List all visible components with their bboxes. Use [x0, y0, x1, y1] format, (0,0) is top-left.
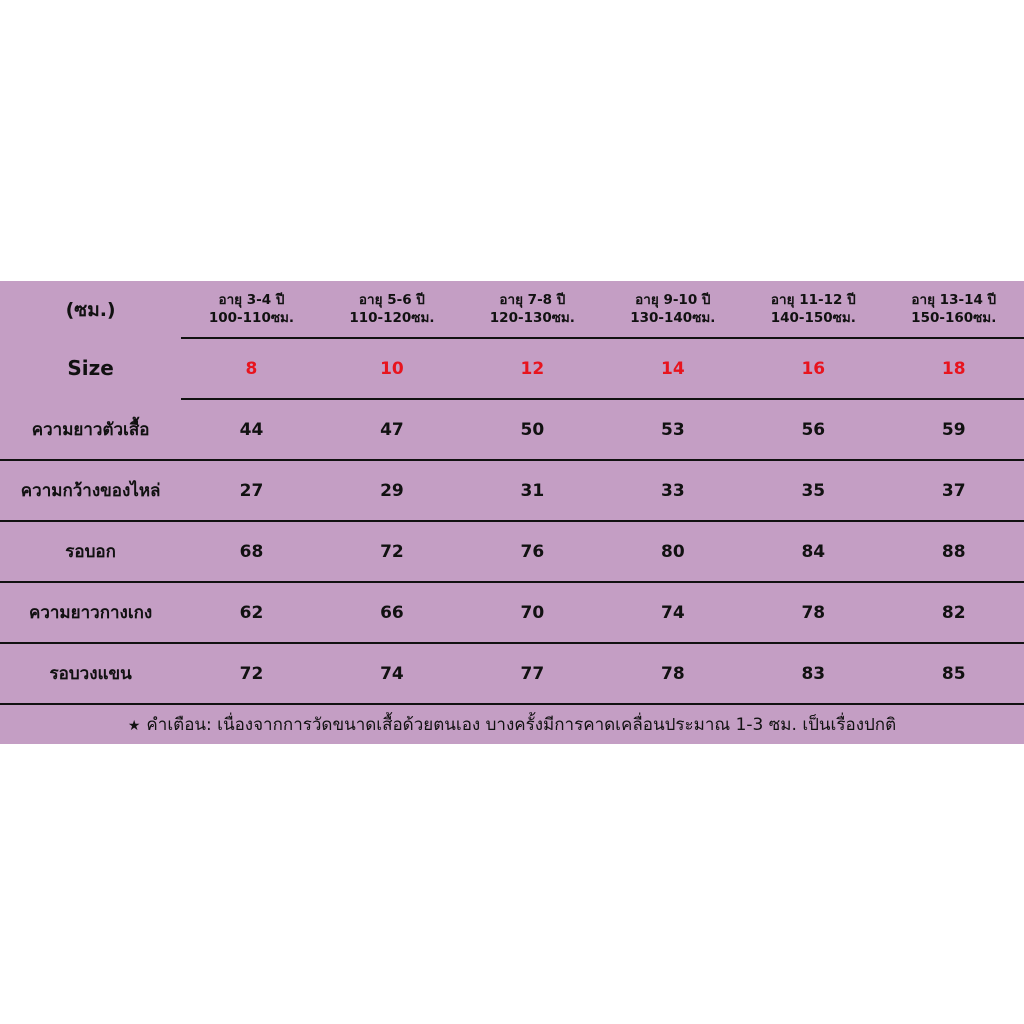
- size-cell: [462, 338, 602, 399]
- measurement-value: 70: [520, 602, 545, 623]
- measurement-value: 59: [941, 419, 966, 440]
- value-cell: [603, 643, 743, 704]
- row-label: รอบวงแขน: [49, 664, 132, 684]
- value-cell: [322, 399, 462, 460]
- size-cell: [322, 338, 462, 399]
- measurement-value: 80: [660, 541, 685, 562]
- measurement-value: 33: [660, 480, 685, 501]
- measurement-value: 31: [520, 480, 545, 501]
- row-label: ความยาวกางเกง: [28, 603, 153, 623]
- size-value: 18: [941, 358, 966, 379]
- value-cell: [743, 399, 883, 460]
- measurement-value: 44: [239, 419, 264, 440]
- measurement-row-armhole: [0, 643, 1024, 704]
- value-cell: [181, 643, 321, 704]
- measurement-value: 78: [660, 663, 685, 684]
- row-label-cell: [0, 521, 181, 582]
- age-range: อายุ 11-12 ปี: [770, 292, 856, 308]
- measurement-value: 83: [801, 663, 826, 684]
- height-range: 120-130ซม.: [489, 310, 575, 326]
- value-cell: [743, 521, 883, 582]
- size-chart-table: [0, 281, 1024, 705]
- value-cell: [322, 582, 462, 643]
- measurement-value: 37: [941, 480, 966, 501]
- size-cell: [603, 338, 743, 399]
- warning-note: [0, 711, 1024, 738]
- value-cell: [884, 582, 1024, 643]
- measurement-value: 85: [941, 663, 966, 684]
- value-cell: [743, 460, 883, 521]
- height-range: 110-120ซม.: [349, 310, 435, 326]
- value-cell: [181, 521, 321, 582]
- size-label-cell: [0, 338, 181, 399]
- unit-label-cell: [0, 281, 181, 338]
- age-header-cell: [603, 281, 743, 338]
- value-cell: [743, 582, 883, 643]
- measurement-value: 77: [520, 663, 545, 684]
- age-header-cell: [322, 281, 462, 338]
- height-range: 130-140ซม.: [630, 310, 716, 326]
- age-header-cell: [884, 281, 1024, 338]
- size-cell: [181, 338, 321, 399]
- measurement-value: 88: [941, 541, 966, 562]
- value-cell: [181, 399, 321, 460]
- measurement-row-body-length: [0, 399, 1024, 460]
- age-header-cell: [181, 281, 321, 338]
- value-cell: [181, 460, 321, 521]
- size-value: 10: [380, 358, 404, 379]
- value-cell: [603, 582, 743, 643]
- measurement-value: 74: [380, 663, 404, 684]
- unit-label: (ซม.): [65, 298, 116, 321]
- measurement-value: 72: [380, 541, 404, 562]
- measurement-value: 47: [380, 419, 404, 440]
- row-label-cell: [0, 582, 181, 643]
- measurement-value: 29: [380, 480, 404, 501]
- measurement-value: 72: [239, 663, 264, 684]
- header-row: [0, 281, 1024, 338]
- value-cell: [462, 643, 602, 704]
- height-range: 140-150ซม.: [770, 310, 856, 326]
- size-cell: [743, 338, 883, 399]
- age-range: อายุ 9-10 ปี: [635, 292, 711, 308]
- value-cell: [884, 399, 1024, 460]
- measurement-value: 62: [239, 602, 264, 623]
- height-range: 100-110ซม.: [208, 310, 295, 326]
- value-cell: [603, 399, 743, 460]
- row-label: ความยาวตัวเสื้อ: [31, 420, 150, 440]
- measurement-value: 27: [239, 480, 264, 501]
- value-cell: [743, 643, 883, 704]
- value-cell: [462, 399, 602, 460]
- measurement-value: 56: [801, 419, 826, 440]
- value-cell: [603, 460, 743, 521]
- size-chart-panel: [0, 281, 1024, 744]
- row-label-cell: [0, 399, 181, 460]
- age-range: อายุ 7-8 ปี: [499, 292, 566, 308]
- warning-text: คำเตือน: เนื่องจากการวัดขนาดเสื้อด้วยตนเอง บางครั้งมีการคาดเคลื่อนประมาณ 1-3 ซม. เป็นเรื่องปกติ: [146, 715, 897, 735]
- measurement-value: 82: [941, 602, 966, 623]
- measurement-value: 84: [801, 541, 826, 562]
- measurement-value: 53: [660, 419, 685, 440]
- value-cell: [322, 521, 462, 582]
- size-value: 14: [660, 358, 685, 379]
- value-cell: [884, 643, 1024, 704]
- value-cell: [181, 582, 321, 643]
- star-icon: ★: [127, 718, 141, 734]
- row-label-cell: [0, 643, 181, 704]
- age-header-cell: [743, 281, 883, 338]
- value-cell: [884, 521, 1024, 582]
- measurement-value: 78: [801, 602, 826, 623]
- measurement-value: 68: [239, 541, 264, 562]
- value-cell: [462, 521, 602, 582]
- measurement-value: 50: [520, 419, 545, 440]
- measurement-value: 35: [801, 480, 826, 501]
- value-cell: [462, 460, 602, 521]
- value-cell: [462, 582, 602, 643]
- measurement-row-shoulder-width: [0, 460, 1024, 521]
- measurement-row-pants-length: [0, 582, 1024, 643]
- measurement-value: 74: [660, 602, 685, 623]
- row-label: รอบอก: [65, 542, 116, 562]
- age-header-cell: [462, 281, 602, 338]
- size-cell: [884, 338, 1024, 399]
- measurement-value: 66: [380, 602, 404, 623]
- measurement-row-chest: [0, 521, 1024, 582]
- size-value: 16: [801, 358, 826, 379]
- size-row: [0, 338, 1024, 399]
- row-label-cell: [0, 460, 181, 521]
- height-range: 150-160ซม.: [911, 310, 997, 326]
- size-label: Size: [67, 356, 114, 380]
- value-cell: [603, 521, 743, 582]
- value-cell: [884, 460, 1024, 521]
- age-range: อายุ 13-14 ปี: [911, 292, 997, 308]
- value-cell: [322, 460, 462, 521]
- age-range: อายุ 3-4 ปี: [218, 292, 285, 308]
- row-label: ความกว้างของไหล่: [20, 481, 161, 501]
- age-range: อายุ 5-6 ปี: [358, 292, 425, 308]
- measurement-value: 76: [520, 541, 545, 562]
- size-value: 8: [245, 358, 258, 379]
- size-value: 12: [520, 358, 545, 379]
- value-cell: [322, 643, 462, 704]
